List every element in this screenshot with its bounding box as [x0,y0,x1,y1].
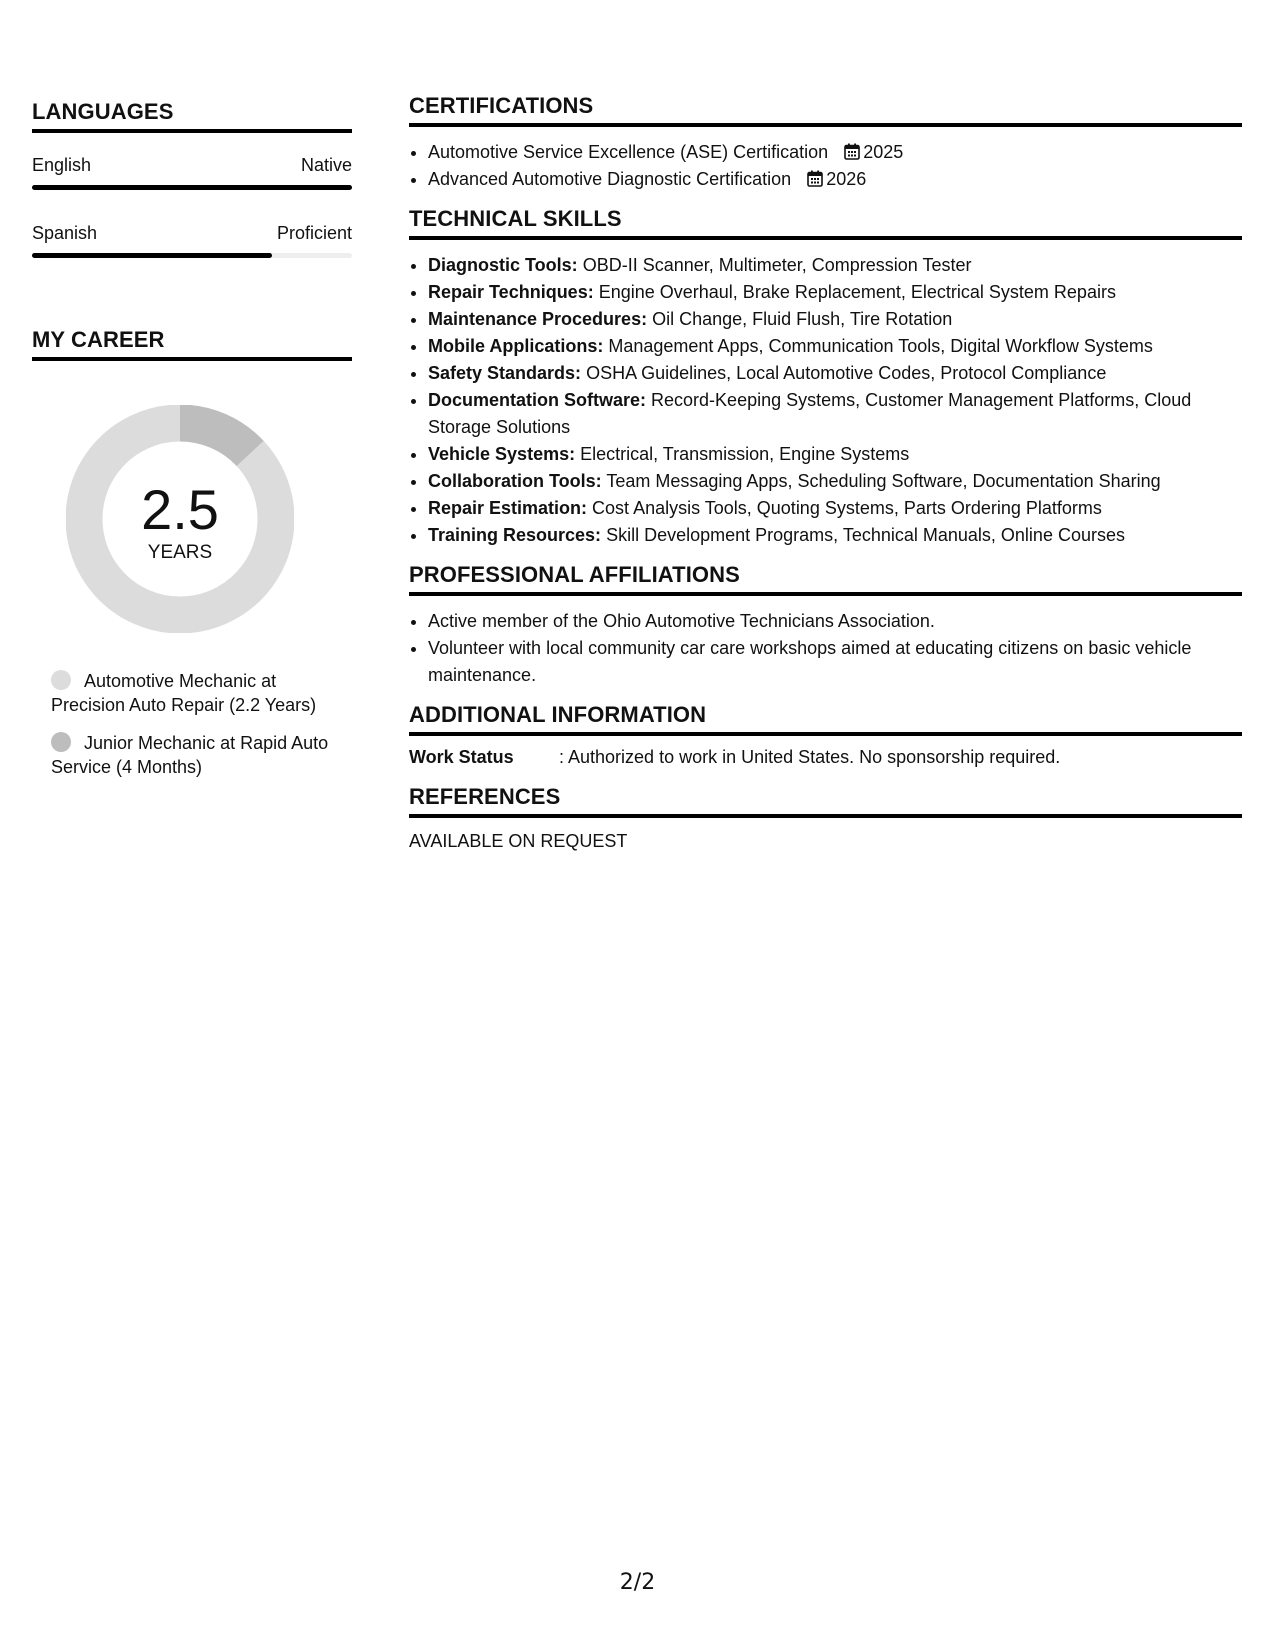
skill-label: Collaboration Tools: [428,471,602,491]
certification-item [428,139,1242,166]
skill-label: Documentation Software: [428,390,647,410]
certification-name: Advanced Automotive Diagnostic Certification [428,169,792,189]
skill-item [428,279,1242,306]
skill-text: Engine Overhaul, Brake Replacement, Electrical System Repairs [598,282,1116,302]
skill-item [428,387,1242,441]
skill-label: Safety Standards: [428,363,582,383]
certification-name: Automotive Service Excellence (ASE) Certification [428,142,829,162]
skill-item [428,495,1242,522]
skill-text: Team Messaging Apps, Scheduling Software, Documentation Sharing [606,471,1161,491]
additional-info-heading: ADDITIONAL INFORMATION [409,701,1242,736]
skill-text: Electrical, Transmission, Engine Systems [580,444,910,464]
language-level-bar-fill [32,253,272,258]
certification-year: 2026 [826,169,867,189]
additional-info-section [409,701,1242,771]
career-donut-chart [66,405,294,633]
certifications-heading: CERTIFICATIONS [409,92,1242,127]
career-total-years: 2.5 [141,478,219,541]
skill-label: Repair Estimation: [428,498,588,518]
certification-item [428,166,1242,193]
skill-text: Oil Change, Fluid Flush, Tire Rotation [652,309,953,329]
certifications-section [409,92,1242,193]
languages-heading: LANGUAGES [32,98,352,133]
affiliations-list [409,608,1242,689]
career-legend [32,669,352,779]
certification-year: 2025 [863,142,904,162]
language-name: Spanish [32,223,98,243]
skill-item [428,441,1242,468]
skill-item [428,360,1242,387]
skill-label: Vehicle Systems: [428,444,576,464]
career-total-unit: YEARS [147,542,213,563]
skill-text: OBD-II Scanner, Multimeter, Compression Tester [582,255,972,275]
language-name: English [32,155,92,175]
right-column [409,92,1242,855]
career-job-label: Automotive Mechanic at Precision Auto Repair (2.2 Years) [51,671,317,715]
skill-label: Training Resources: [428,525,602,545]
language-entry [32,221,352,258]
career-legend-item [51,731,341,779]
skill-text: Record-Keeping Systems, Customer Management Platforms, Cloud Storage Solutions [428,390,1192,437]
skill-label: Repair Techniques: [428,282,594,302]
legend-dot-icon [51,670,71,690]
skill-item [428,468,1242,495]
language-level: Native [300,155,352,175]
affiliation-item: • Active member of the Ohio Automotive Technicians Association. [428,608,1242,635]
left-column [32,98,352,793]
page-number: 2/2 [619,1570,656,1595]
certifications-list [409,139,1242,193]
career-heading: MY CAREER [32,326,352,361]
work-status-value: : Authorized to work in United States. No sponsorship required. [559,747,1061,767]
skill-text: Cost Analysis Tools, Quoting Systems, Parts Ordering Platforms [592,498,1102,518]
language-level-bar [32,185,352,190]
language-level-bar [32,253,352,258]
language-level-bar-fill [32,185,352,190]
references-text: AVAILABLE ON REQUEST [409,831,628,851]
affiliations-section [409,561,1242,689]
language-entry [32,153,352,190]
affiliations-heading: PROFESSIONAL AFFILIATIONS [409,561,1242,596]
skill-text: OSHA Guidelines, Local Automotive Codes, Protocol Compliance [586,363,1107,383]
career-legend-item [51,669,341,717]
skill-text: Skill Development Programs, Technical Manuals, Online Courses [606,525,1125,545]
legend-dot-icon [51,732,71,752]
calendar-icon [807,170,823,187]
affiliation-item: • Volunteer with local community car care workshops aimed at educating citizens on basic vehicle maintenance. [428,635,1242,689]
references-section [409,783,1242,855]
skill-item [428,522,1242,549]
technical-skills-heading: TECHNICAL SKILLS [409,205,1242,240]
skill-label: Mobile Applications: [428,336,604,356]
skill-text: Management Apps, Communication Tools, Digital Workflow Systems [608,336,1153,356]
skill-label: Maintenance Procedures: [428,309,648,329]
references-heading: REFERENCES [409,783,1242,818]
work-status-label: Work Status [409,747,514,767]
skill-item [428,306,1242,333]
career-job-label: Junior Mechanic at Rapid Auto Service (4 Months) [51,733,329,777]
calendar-icon [844,143,860,160]
skill-item [428,252,1242,279]
technical-skills-list [409,252,1242,549]
technical-skills-section [409,205,1242,549]
skill-item [428,333,1242,360]
language-level: Proficient [276,223,352,243]
skill-label: Diagnostic Tools: [428,255,578,275]
work-status-row [409,744,1242,771]
